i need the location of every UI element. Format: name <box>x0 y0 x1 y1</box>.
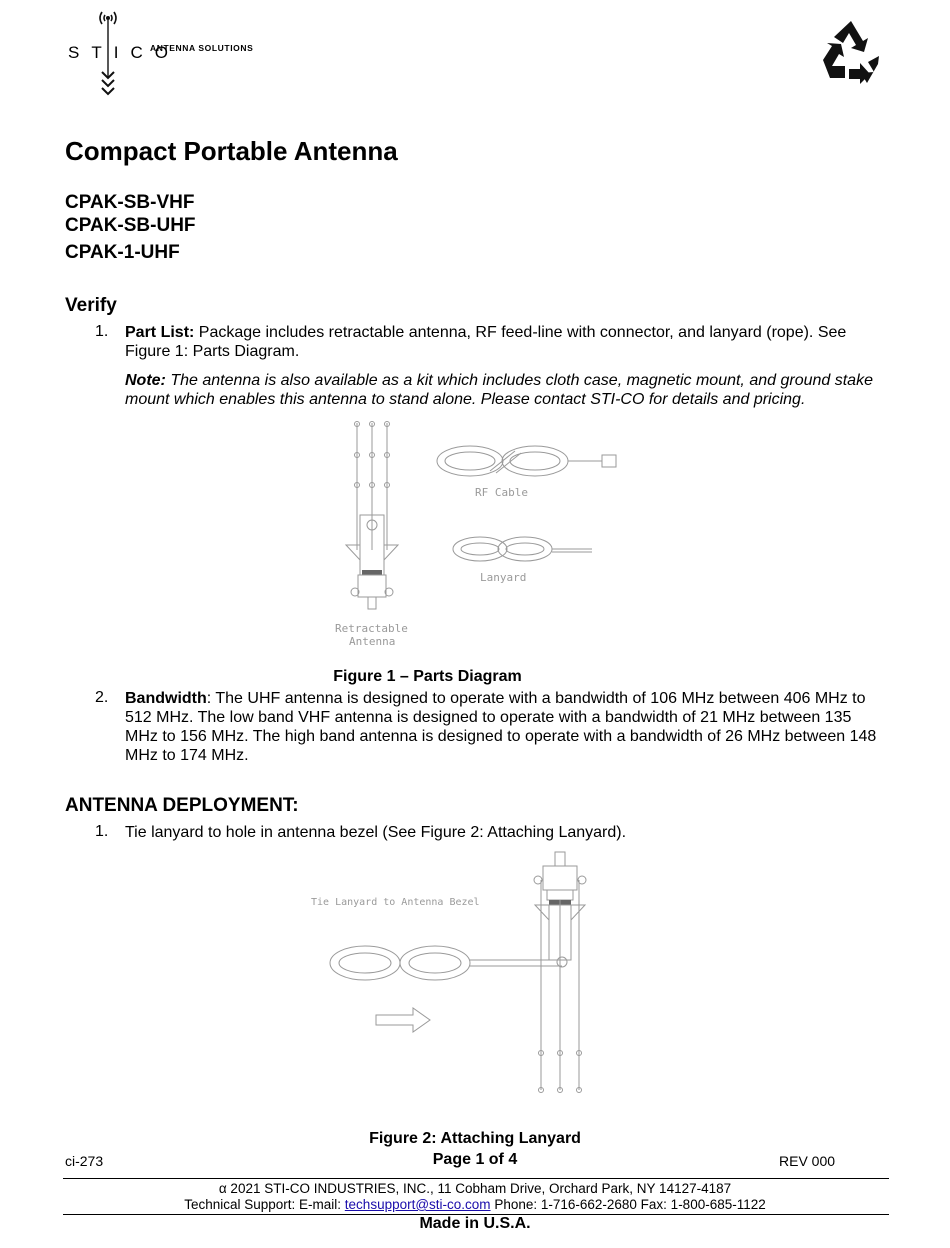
item-label: Part List: <box>125 324 195 341</box>
support-prefix: Technical Support: E-mail: <box>184 1197 345 1212</box>
item-text: Package includes retractable antenna, RF feed-line with connector, and lanyard (rope). See Figure 1: Parts Diagram. <box>125 324 847 360</box>
section-heading-deployment: ANTENNA DEPLOYMENT: <box>65 795 299 816</box>
figure2-label: Tie Lanyard to Antenna Bezel <box>311 897 480 908</box>
list-number: 1. <box>95 823 109 840</box>
list-number: 2. <box>95 689 109 706</box>
note-text: The antenna is also available as a kit which includes cloth case, magnetic mount, and ground stake mount which enables this antenna to stand alone. Please contact STI-CO for details and pricing. <box>125 372 873 408</box>
company-logo <box>68 8 268 98</box>
support-line <box>0 1197 950 1212</box>
lanyard-label: Lanyard <box>480 571 527 584</box>
copyright-line: α 2021 STI-CO INDUSTRIES, INC., 11 Cobham Drive, Orchard Park, NY 14127-4187 <box>218 1181 732 1196</box>
page-number: Page 1 of 4 <box>432 1151 518 1168</box>
note-paragraph <box>125 371 895 409</box>
made-in-label: Made in U.S.A. <box>419 1215 531 1232</box>
recycle-icon <box>818 18 884 84</box>
deployment-step: Tie lanyard to hole in antenna bezel (See Figure 2: Attaching Lanyard). <box>125 824 627 841</box>
figure-caption: Figure 2: Attaching Lanyard <box>369 1130 581 1147</box>
revision: REV 000 <box>779 1153 836 1169</box>
model-number: CPAK-SB-VHF <box>65 192 195 213</box>
section-heading-verify: Verify <box>65 295 117 316</box>
bandwidth-item <box>125 689 880 765</box>
item-label: Bandwidth <box>125 690 207 707</box>
footer-divider <box>63 1178 889 1179</box>
rf-cable-label: RF Cable <box>475 486 528 499</box>
logo-letters: STICO <box>68 43 180 62</box>
figure-caption: Figure 1 – Parts Diagram <box>333 668 522 685</box>
model-number: CPAK-1-UHF <box>65 242 180 263</box>
parts-list-item <box>125 323 895 361</box>
attaching-lanyard-diagram <box>305 850 625 1100</box>
support-email-link[interactable]: techsupport@sti-co.com <box>344 1197 491 1212</box>
support-suffix: Phone: 1-716-662-2680 Fax: 1-800-685-1122 <box>490 1197 766 1212</box>
document-id: ci-273 <box>65 1153 104 1169</box>
page-title: Compact Portable Antenna <box>65 136 398 166</box>
parts-diagram <box>330 415 630 655</box>
list-number: 1. <box>95 323 109 340</box>
logo-tagline: ANTENNA SOLUTIONS <box>150 43 254 53</box>
note-label: Note: <box>125 372 166 389</box>
item-text: : The UHF antenna is designed to operate with a bandwidth of 106 MHz between 406 MHz to 512 MHz. The low band VHF antenna is designed to operate with a bandwidth of 21 MHz between 135 MHz to 156 MHz. The high band antenna is designed to operate with a bandwidth of 26 MHz between 148 MHz to 174 MHz. <box>125 690 877 764</box>
antenna-label: Antenna <box>349 635 396 648</box>
model-number: CPAK-SB-UHF <box>65 215 196 236</box>
antenna-label: Retractable <box>335 622 408 635</box>
